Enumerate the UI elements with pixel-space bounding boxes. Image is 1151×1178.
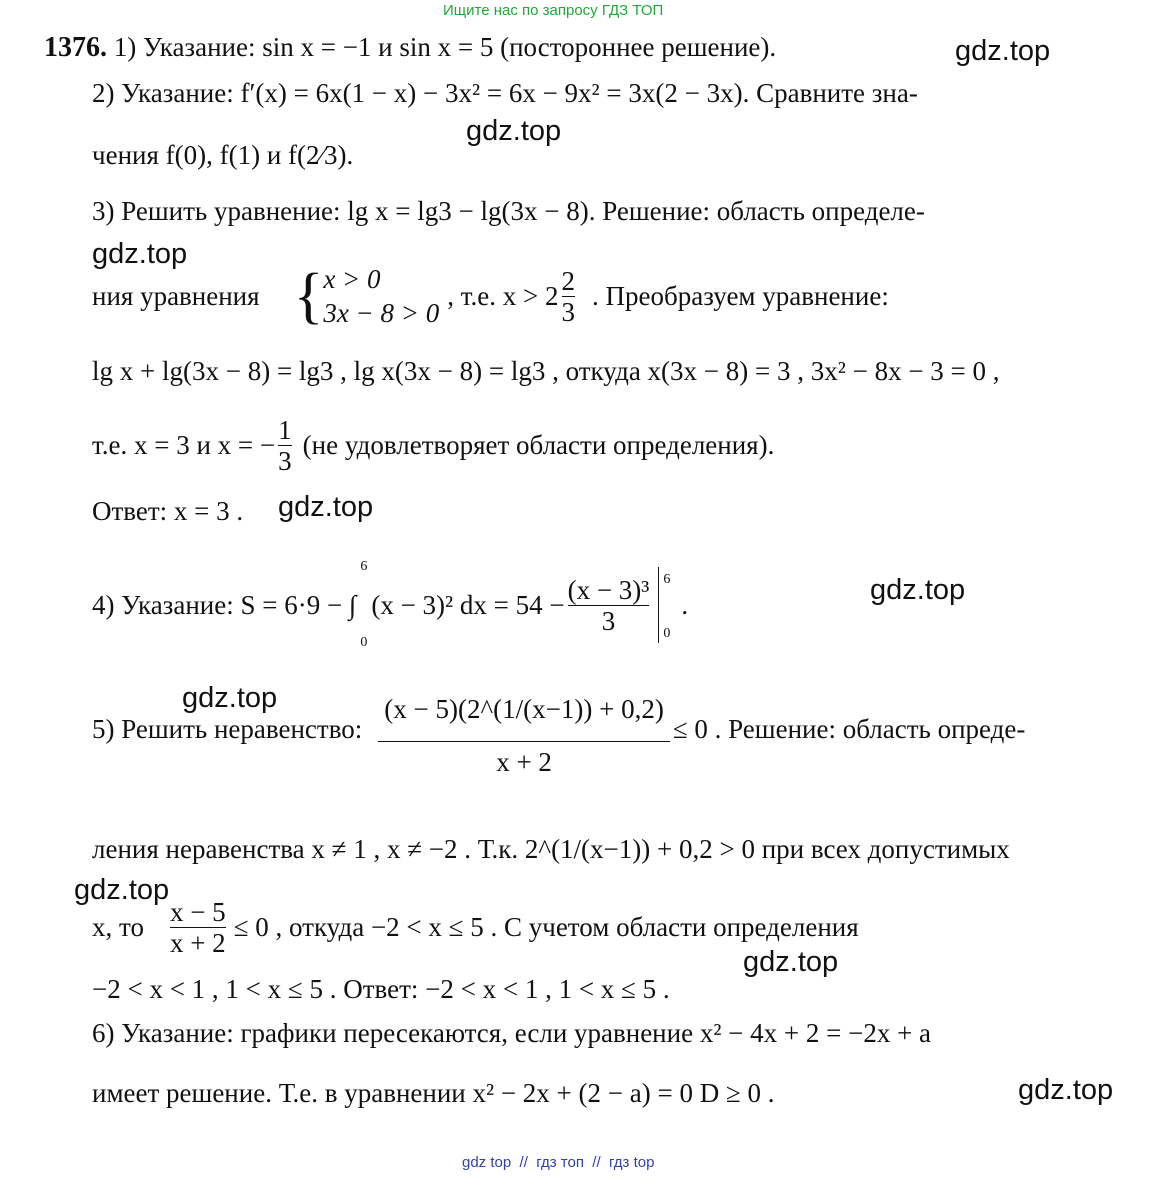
part-3-note: (не удовлетворяет области определения).	[302, 430, 775, 460]
part-3-roots: т.е. x = 3 и x = −	[92, 430, 276, 460]
part-3-line-4	[92, 410, 774, 480]
watermark: gdz.top	[466, 115, 562, 147]
fraction-denominator: 3	[561, 296, 575, 327]
fraction-numerator: 1	[278, 414, 292, 445]
fraction-one-third	[278, 415, 292, 476]
fraction-denominator: 3	[568, 605, 650, 636]
part-3-line-3: lg x + lg(3x − 8) = lg3 , lg x(3x − 8) = lg3 , откуда x(3x − 8) = 3 , 3x² − 8x − 3 = 0 ,	[92, 356, 1000, 386]
part-3-line-2	[92, 256, 889, 336]
part-4-line	[92, 560, 688, 650]
part-5-hint: 5) Решить неравенство:	[92, 714, 363, 744]
watermark: gdz.top	[870, 574, 966, 606]
fraction-numerator: (x − 5)(2^(1/(x−1)) + 0,2)	[384, 693, 664, 724]
part-2-line-1: 2) Указание: f′(x) = 6x(1 − x) − 3x² = 6x − 9x² = 3x(2 − 3x). Сравните зна-	[92, 78, 918, 108]
watermark: gdz.top	[182, 682, 278, 714]
part-4-end: .	[681, 590, 689, 620]
part-3-line-1: 3) Решить уравнение: lg x = lg3 − lg(3x − 8). Решение: область определе-	[92, 196, 925, 226]
eval-upper-limit: 6	[663, 572, 671, 587]
part-4-hint: 4) Указание: S = 6·9 − ∫	[92, 590, 357, 620]
integral-upper-limit: 6	[360, 559, 368, 574]
part-2-line-2: чения f(0), f(1) и f(2⁄3).	[92, 140, 354, 170]
evaluation-bar	[658, 567, 681, 643]
part-4-integrand: (x − 3)² dx = 54 −	[371, 590, 565, 620]
part-6-line-2: имеет решение. Т.е. в уравнении x² − 2x + (2 − a) = 0 D ≥ 0 .	[92, 1078, 775, 1108]
fraction-numerator: 2	[561, 265, 575, 296]
integral-limits	[360, 559, 367, 651]
system-row-2: 3x − 8 > 0	[323, 298, 440, 328]
part-3-transform: . Преобразуем уравнение:	[592, 281, 889, 311]
part-1-text: 1) Указание: sin x = −1 и sin x = 5 (постороннее решение).	[113, 32, 777, 62]
fraction-denominator: x + 2	[378, 741, 670, 782]
page-footer: gdz top // гдз топ // гдз top	[462, 1154, 655, 1171]
part-3-ie: , т.е. x > 2	[447, 281, 559, 311]
fraction-two-thirds	[562, 266, 576, 327]
part-5-domain: ≤ 0 , откуда −2 < x ≤ 5 . С учетом области определения	[233, 912, 859, 942]
watermark: gdz.top	[92, 238, 188, 270]
system-brace-icon: {	[293, 262, 324, 330]
fraction-numerator: (x − 3)³	[567, 574, 650, 605]
part-6-line-1: 6) Указание: графики пересекаются, если уравнение x² − 4x + 2 = −2x + a	[92, 1018, 932, 1048]
part-3-domain-label: ния уравнения	[92, 281, 260, 311]
fraction-numerator: x − 5	[169, 896, 226, 927]
system-row-1: x > 0	[323, 264, 381, 294]
fraction-cube	[568, 575, 650, 636]
part-5-line-2: ления неравенства x ≠ 1 , x ≠ −2 . Т.к. 2^(1/(x−1)) + 0,2 > 0 при всех допустимых	[92, 834, 1010, 864]
part-5-solution: ≤ 0 . Решение: область опреде-	[672, 714, 1026, 744]
watermark: gdz.top	[74, 874, 170, 906]
watermark: gdz.top	[955, 35, 1051, 67]
page-header: Ищите нас по запросу ГДЗ ТОП	[443, 2, 664, 19]
fraction-denominator: x + 2	[169, 927, 226, 958]
watermark: gdz.top	[278, 491, 374, 523]
eval-lower-limit: 0	[663, 626, 671, 641]
watermark: gdz.top	[743, 946, 839, 978]
integral-lower-limit: 0	[360, 635, 368, 650]
problem-number: 1376.	[44, 32, 107, 63]
watermark: gdz.top	[1018, 1074, 1114, 1106]
fraction-denominator: 3	[278, 445, 292, 476]
part-5-then: x, то	[92, 912, 144, 942]
fraction-inequality	[378, 677, 670, 782]
part-5-line-4: −2 < x < 1 , 1 < x ≤ 5 . Ответ: −2 < x < 1 , 1 < x ≤ 5 .	[92, 974, 670, 1004]
fraction-simplified	[170, 897, 226, 958]
equation-system	[323, 262, 439, 330]
problem-line-1	[44, 30, 776, 65]
part-3-answer: Ответ: x = 3 .	[92, 496, 244, 526]
